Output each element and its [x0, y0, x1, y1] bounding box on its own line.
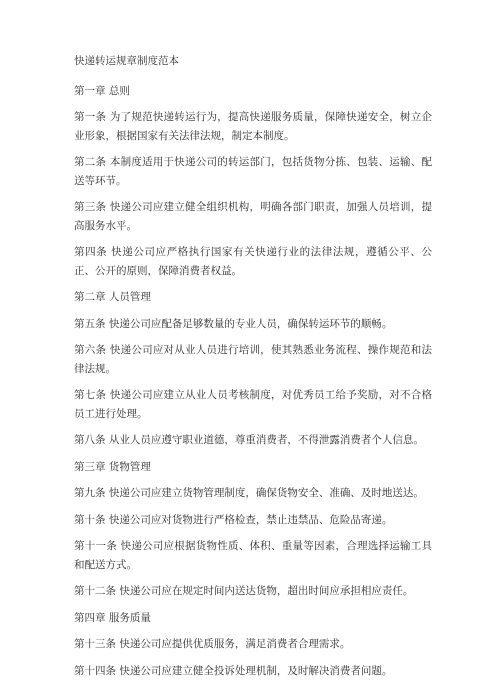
document-title: 快递转运规章制度范本	[74, 55, 179, 67]
chapter-heading: 第二章 人员管理	[74, 291, 151, 303]
chapter-heading: 第三章 货物管理	[74, 460, 151, 473]
document-body	[74, 82, 432, 681]
article-paragraph: 第九条 快递公司应建立货物管理制度，确保货物安全、准确、及时地送达。	[74, 487, 424, 499]
article-paragraph: 第一条 为了规范快递转运行为，提高快递服务质量，保障快递安全，树立企业形象，根据国家有关法律法规，制定本制度。	[74, 111, 432, 142]
article-paragraph: 第八条 从业人员应遵守职业道德，尊重消费者，不得泄露消费者个人信息。	[74, 434, 424, 446]
article-paragraph: 第三条 快递公司应建立健全组织机构，明确各部门职责，加强人员培训，提高服务水平。	[74, 201, 432, 232]
article-paragraph: 第四条 快递公司应严格执行国家有关快递行业的法律法规，遵循公平、公正、公开的原则，保障消费者权益。	[74, 246, 432, 277]
article-paragraph: 第十一条 快递公司应根据货物性质、体积、重量等因素，合理选择运输工具和配送方式。	[74, 540, 432, 571]
article-paragraph: 第五条 快递公司应配备足够数量的专业人员，确保转运环节的顺畅。	[74, 317, 393, 330]
chapter-heading: 第四章 服务质量	[74, 611, 151, 624]
document-page	[74, 52, 432, 688]
article-paragraph: 第十二条 快递公司应在规定时间内送达货物，超出时间应承担相应责任。	[74, 585, 414, 597]
article-paragraph: 第二条 本制度适用于快递公司的转运部门，包括货物分拣、包装、运输、配送等环节。	[74, 156, 432, 187]
article-paragraph: 第十四条 快递公司应建立健全投诉处理机制，及时解决消费者问题。	[74, 664, 393, 677]
chapter-heading: 第一章 总则	[74, 84, 130, 97]
article-paragraph: 第七条 快递公司应建立从业人员考核制度，对优秀员工给予奖励，对不合格员工进行处理。	[74, 389, 432, 420]
article-paragraph: 第十三条 快递公司应提供优质服务，满足消费者合理需求。	[74, 638, 351, 650]
article-paragraph: 第十条 快递公司应对货物进行严格检查，禁止违禁品、危险品寄递。	[74, 513, 393, 526]
article-paragraph: 第六条 快递公司应对从业人员进行培训，使其熟悉业务流程、操作规范和法律法规。	[74, 344, 432, 375]
